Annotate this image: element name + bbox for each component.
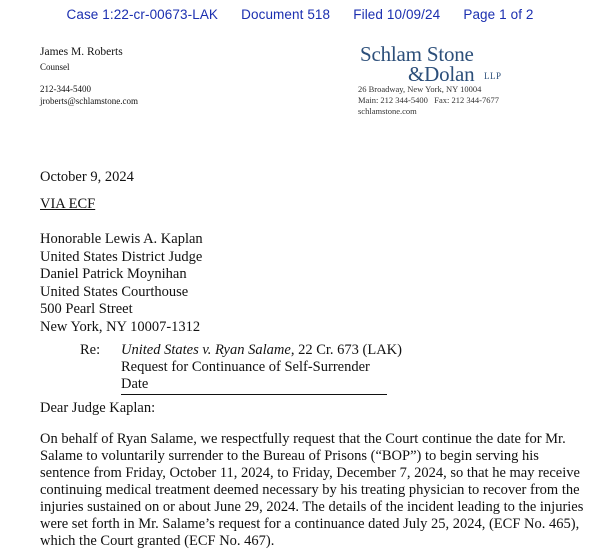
- paragraph-line: injuries sustained on or about June 29, 2024. The details of the incident leading to the injuries: [40, 499, 584, 515]
- case-number: Case 1:22-cr-00673-LAK: [66, 7, 219, 22]
- re-case: [121, 342, 402, 359]
- delivery-method: VIA ECF: [40, 196, 96, 212]
- addressee-block: [40, 231, 203, 337]
- addressee-line: New York, NY 10007-1312: [40, 318, 201, 335]
- re-case-name: United States v. Ryan Salame: [121, 342, 291, 358]
- addressee-line: Daniel Patrick Moynihan: [40, 266, 187, 283]
- paragraph-line: continuing medical treatment deemed necessary by his treating physician to recover from the: [40, 482, 580, 498]
- sender-title: Counsel: [40, 62, 70, 72]
- logo-line-1: Schlam Stone: [360, 42, 474, 66]
- document-number: Document 518: [241, 7, 331, 22]
- firm-address: 26 Broadway, New York, NY 10004: [358, 84, 482, 94]
- paragraph-line: were set forth in Mr. Salame’s request for a continuance dated July 25, 2024, (ECF No. 465),: [40, 516, 580, 532]
- addressee-line: United States Courthouse: [40, 283, 189, 300]
- sender-email: jroberts@schlamstone.com: [40, 96, 139, 106]
- re-label: Re:: [80, 342, 101, 358]
- sender-name: James M. Roberts: [40, 46, 123, 58]
- re-case-number: , 22 Cr. 673 (LAK): [290, 342, 402, 358]
- addressee-line: 500 Pearl Street: [40, 301, 133, 318]
- salutation: Dear Judge Kaplan:: [40, 400, 156, 416]
- page-indicator: Page 1 of 2: [463, 7, 534, 22]
- filing-header: [0, 7, 600, 22]
- sender-phone: 212-344-5400: [40, 84, 91, 94]
- firm-phones: Main: 212 344-5400 Fax: 212 344-7677: [358, 95, 499, 105]
- firm-website: schlamstone.com: [358, 106, 417, 116]
- addressee-line: Honorable Lewis A. Kaplan: [40, 231, 203, 247]
- paragraph-line: sentence from Friday, October 11, 2024, to Friday, December 7, 2024, so that he may receive: [40, 465, 580, 481]
- addressee-line: United States District Judge: [40, 248, 203, 265]
- body-paragraph: [40, 431, 584, 550]
- paragraph-line: Salame to voluntarily surrender to the Bureau of Prisons (“BOP”) to begin serving his: [40, 448, 539, 464]
- logo-llp: LLP: [484, 71, 502, 81]
- filed-date: Filed 10/09/24: [353, 7, 441, 22]
- letter-date: October 9, 2024: [40, 169, 134, 185]
- logo-line-2: &Dolan: [408, 62, 475, 86]
- paragraph-line: which the Court granted (ECF No. 467).: [40, 533, 275, 549]
- paragraph-line: On behalf of Ryan Salame, we respectfully request that the Court continue the date for Mr.: [40, 431, 566, 447]
- firm-logo: [358, 42, 508, 86]
- re-subject: Request for Continuance of Self-Surrender Date: [121, 359, 387, 395]
